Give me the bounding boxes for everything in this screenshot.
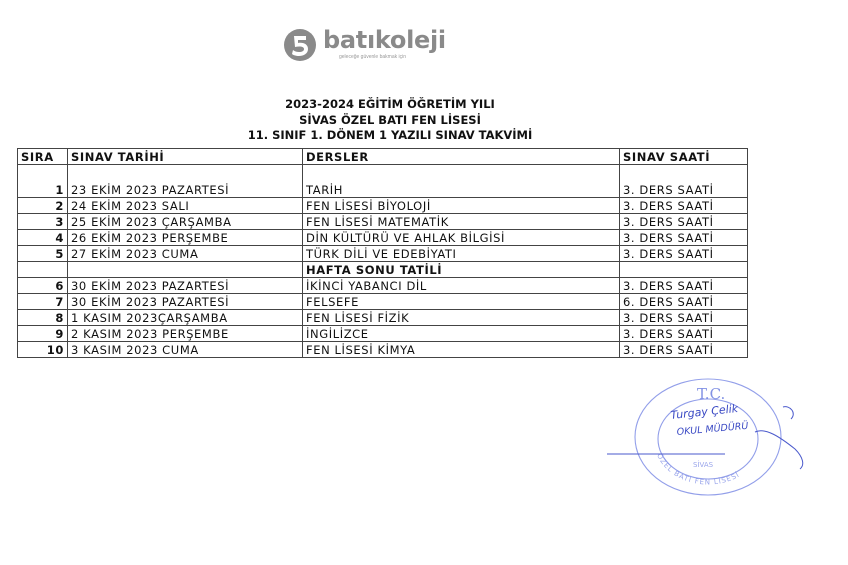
title-year: 2023-2024 EĞİTİM ÖĞRETİM YILI	[285, 97, 495, 111]
stamp-top-text: T.C.	[697, 385, 726, 403]
row-ders: TARİH	[303, 182, 620, 198]
stamp-ring-text: ÖZEL BATI FEN LİSESİ	[655, 452, 742, 487]
row-ders: TÜRK DİLİ VE EDEBİYATI	[303, 246, 620, 262]
row-tarih: 1 KASIM 2023ÇARŞAMBA	[68, 310, 303, 326]
table-row	[18, 198, 748, 214]
signature-name: Turgay Çelik	[669, 401, 739, 422]
row-ders: DİN KÜLTÜRÜ VE AHLAK BİLGİSİ	[303, 230, 620, 246]
row-sira: 2	[18, 198, 68, 214]
logo-tagline: geleceğe güvenle bakmak için	[339, 54, 406, 60]
row-saat: 3. DERS SAATİ	[620, 246, 748, 262]
table-row	[18, 214, 748, 230]
row-saat: 3. DERS SAATİ	[620, 310, 748, 326]
table-row	[18, 246, 748, 262]
row-sira: 9	[18, 326, 68, 342]
row-saat: 3. DERS SAATİ	[620, 342, 748, 358]
row-sira: 1	[18, 182, 68, 198]
row-sira: 5	[18, 246, 68, 262]
row-ders: FEN LİSESİ MATEMATİK	[303, 214, 620, 230]
header-tarih: SINAV TARİHİ	[68, 149, 303, 165]
row-tarih: 3 KASIM 2023 CUMA	[68, 342, 303, 358]
logo-wordmark: batıkoleji	[323, 26, 446, 54]
row-tarih: 24 EKİM 2023 SALI	[68, 198, 303, 214]
document-title-block	[180, 97, 600, 144]
school-logo	[283, 24, 463, 64]
row-saat: 3. DERS SAATİ	[620, 326, 748, 342]
table-row	[18, 326, 748, 342]
header-sira: SIRA	[18, 149, 68, 165]
row-tarih: 23 EKİM 2023 PAZARTESİ	[68, 182, 303, 198]
table-row	[18, 310, 748, 326]
row-tarih: 26 EKİM 2023 PERŞEMBE	[68, 230, 303, 246]
row-sira: 4	[18, 230, 68, 246]
row-tarih: 30 EKİM 2023 PAZARTESİ	[68, 278, 303, 294]
table-row	[18, 230, 748, 246]
table-row	[18, 278, 748, 294]
table-row	[18, 182, 748, 198]
spacer-row	[18, 165, 748, 183]
row-saat: 6. DERS SAATİ	[620, 294, 748, 310]
table-row	[18, 294, 748, 310]
row-tarih: 27 EKİM 2023 CUMA	[68, 246, 303, 262]
header-dersler: DERSLER	[303, 149, 620, 165]
row-saat: 3. DERS SAATİ	[620, 214, 748, 230]
table-row	[18, 342, 748, 358]
row-sira: 8	[18, 310, 68, 326]
holiday-label: HAFTA SONU TATİLİ	[303, 262, 620, 278]
title-school: SİVAS ÖZEL BATI FEN LİSESİ	[299, 112, 481, 127]
row-tarih: 25 EKİM 2023 ÇARŞAMBA	[68, 214, 303, 230]
svg-text:ÖZEL BATI FEN LİSESİ	[655, 452, 741, 487]
row-ders: FEN LİSESİ BİYOLOJİ	[303, 198, 620, 214]
row-ders: FEN LİSESİ KİMYA	[303, 342, 620, 358]
row-saat: 3. DERS SAATİ	[620, 198, 748, 214]
signature-title: OKUL MÜDÜRÜ	[676, 420, 749, 438]
row-saat: 3. DERS SAATİ	[620, 230, 748, 246]
title-schedule: 11. SINIF 1. DÖNEM 1 YAZILI SINAV TAKVİMİ	[247, 128, 533, 142]
stamp-inner-text: SİVAS	[693, 461, 714, 469]
row-sira: 3	[18, 214, 68, 230]
logo-mark-icon	[283, 28, 317, 62]
row-tarih: 2 KASIM 2023 PERŞEMBE	[68, 326, 303, 342]
official-stamp	[605, 377, 825, 497]
row-sira: 7	[18, 294, 68, 310]
row-sira: 6	[18, 278, 68, 294]
exam-schedule-table	[17, 148, 748, 358]
table-header-row	[18, 149, 748, 165]
row-sira: 10	[18, 342, 68, 358]
row-ders: İNGİLİZCE	[303, 326, 620, 342]
row-saat: 3. DERS SAATİ	[620, 182, 748, 198]
header-saat: SINAV SAATİ	[620, 149, 748, 165]
row-ders: İKİNCİ YABANCI DİL	[303, 278, 620, 294]
holiday-row	[18, 262, 748, 278]
row-saat: 3. DERS SAATİ	[620, 278, 748, 294]
row-ders: FEN LİSESİ FİZİK	[303, 310, 620, 326]
row-tarih: 30 EKİM 2023 PAZARTESİ	[68, 294, 303, 310]
row-ders: FELSEFE	[303, 294, 620, 310]
